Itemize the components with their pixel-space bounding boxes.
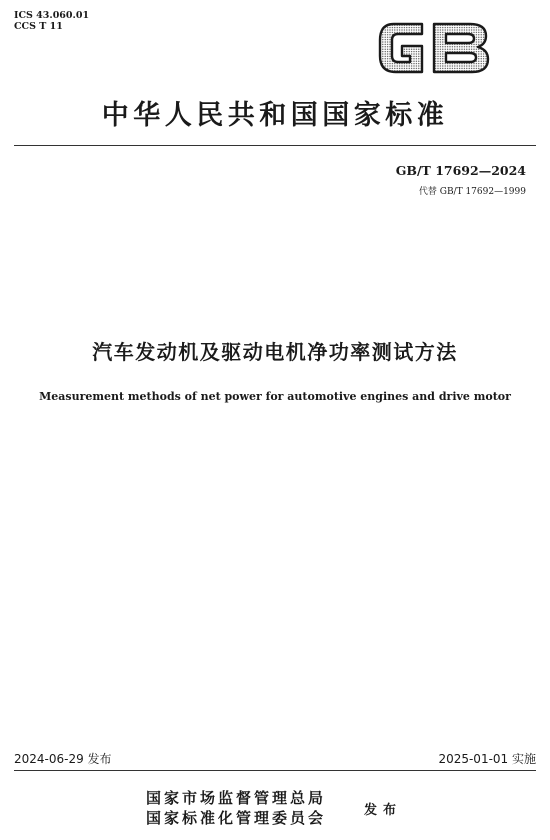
- ics-code: ICS 43.060.01: [14, 10, 90, 21]
- document-title-chinese: 汽车发动机及驱动电机净功率测试方法: [92, 340, 458, 364]
- release-label: 发布: [364, 803, 403, 818]
- classification-codes: [14, 10, 89, 32]
- gb-logo: [372, 12, 498, 82]
- document-title-english: Measurement methods of net power for automotive engines and drive motor: [39, 390, 511, 403]
- standard-number: GB/T 17692—2024: [395, 163, 526, 178]
- implementation-date: 2025-01-01 实施: [438, 752, 536, 766]
- issue-date: 2024-06-29 发布: [14, 752, 112, 766]
- ccs-code: CCS T 11: [14, 21, 63, 32]
- header-rule: [14, 145, 536, 146]
- standard-category: 中华人民共和国国家标准: [101, 100, 449, 131]
- issuer-samr: 国家市场监督管理总局: [146, 789, 327, 807]
- footer-rule: [14, 770, 536, 771]
- issuer-sac: 国家标准化管理委员会: [146, 809, 327, 827]
- issuing-authorities: [146, 788, 326, 828]
- replaces-note: 代替 GB/T 17692—1999: [418, 187, 526, 197]
